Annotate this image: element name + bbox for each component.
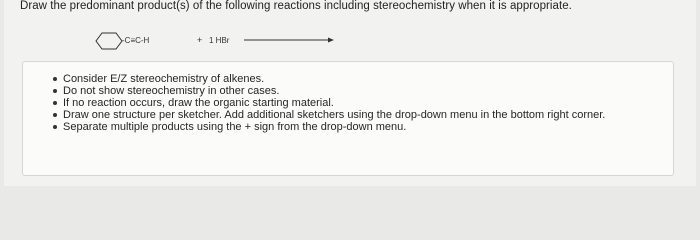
instructions-list [53,73,605,133]
instructions-panel [22,61,674,176]
alkyne-group-label: -C≡C-H [122,36,150,45]
reaction-scheme [4,28,700,58]
instruction-item: Separate multiple products using the + sign from the drop-down menu. [53,121,605,133]
reagent-label: 1 HBr [209,36,230,45]
instruction-item: Do not show stereochemistry in other cases. [53,85,605,97]
instruction-item: Draw one structure per sketcher. Add additional sketchers using the drop-down menu in the bottom right corner. [53,109,605,121]
reaction-arrow-icon [244,35,334,45]
question-prompt: Draw the predominant product(s) of the following reactions including stereochemistry when it is appropriate. [20,0,572,12]
cyclohexane-ring-icon [95,32,123,50]
question-container [4,0,696,186]
plus-sign: + [197,35,203,45]
instruction-item: If no reaction occurs, draw the organic starting material. [53,97,605,109]
instruction-item: Consider E/Z stereochemistry of alkenes. [53,73,605,85]
